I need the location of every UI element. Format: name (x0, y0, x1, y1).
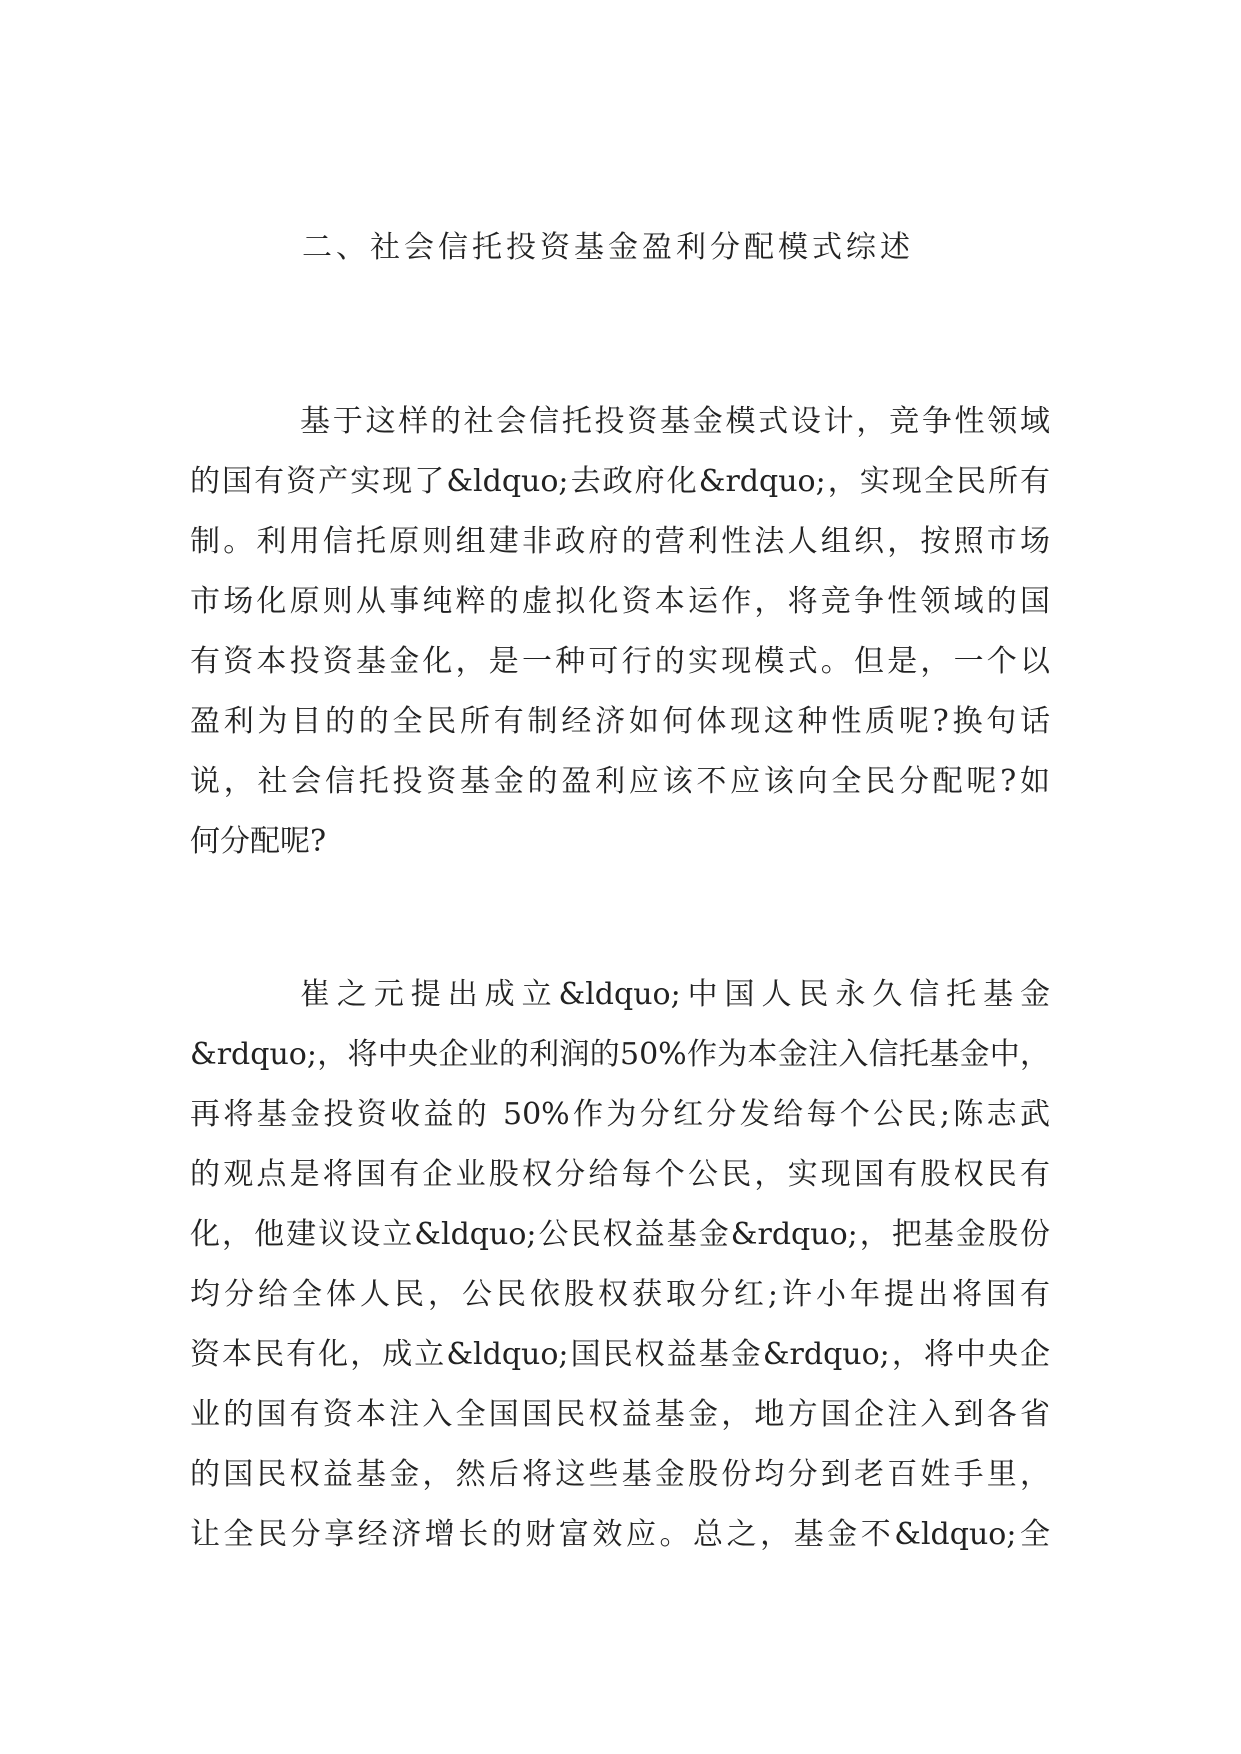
paragraph-line: 再将基金投资收益的 50%作为分红分发给每个公民;陈志武 (190, 1097, 1050, 1132)
paragraph-line: &rdquo;，将中央企业的利润的50%作为本金注入信托基金中， (190, 1037, 1050, 1072)
paragraph-1 (190, 392, 1050, 872)
paragraph-line: 基于这样的社会信托投资基金模式设计，竞争性领域 (300, 404, 1050, 439)
paragraph-line: 崔之元提出成立&ldquo;中国人民永久信托基金 (300, 977, 1050, 1012)
paragraph-2 (190, 965, 1050, 1565)
paragraph-line: 资本民有化，成立&ldquo;国民权益基金&rdquo;，将中央企 (190, 1337, 1050, 1372)
paragraph-line: 说，社会信托投资基金的盈利应该不应该向全民分配呢?如 (190, 764, 1050, 799)
paragraph-line: 业的国有资本注入全国国民权益基金，地方国企注入到各省 (190, 1397, 1050, 1432)
paragraph-line: 有资本投资基金化，是一种可行的实现模式。但是，一个以 (190, 644, 1050, 679)
paragraph-line: 的国民权益基金，然后将这些基金股份均分到老百姓手里， (190, 1457, 1050, 1492)
paragraph-line: 的国有资产实现了&ldquo;去政府化&rdquo;，实现全民所有 (190, 464, 1050, 499)
paragraph-line: 何分配呢? (190, 824, 327, 859)
paragraph-line: 制。利用信托原则组建非政府的营利性法人组织，按照市场 (190, 524, 1050, 559)
paragraph-line: 的观点是将国有企业股权分给每个公民，实现国有股权民有 (190, 1157, 1050, 1192)
section-heading: 二、社会信托投资基金盈利分配模式综述 (302, 230, 914, 265)
paragraph-line: 让全民分享经济增长的财富效应。总之，基金不&ldquo;全 (190, 1517, 1050, 1552)
paragraph-line: 均分给全体人民，公民依股权获取分红;许小年提出将国有 (190, 1277, 1050, 1312)
paragraph-line: 化，他建议设立&ldquo;公民权益基金&rdquo;，把基金股份 (190, 1217, 1050, 1252)
paragraph-line: 盈利为目的的全民所有制经济如何体现这种性质呢?换句话 (190, 704, 1050, 739)
paragraph-line: 市场化原则从事纯粹的虚拟化资本运作，将竞争性领域的国 (190, 584, 1050, 619)
